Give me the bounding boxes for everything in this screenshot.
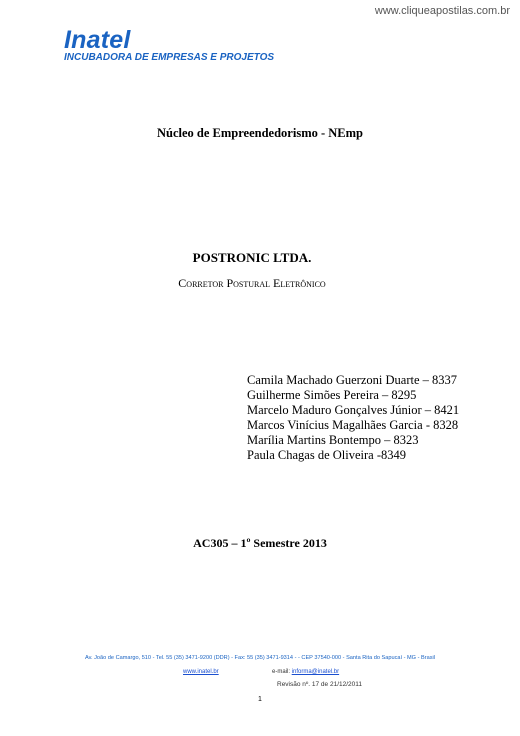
course-semester: AC305 – 1º Semestre 2013 [193, 536, 327, 550]
email-line [272, 669, 339, 675]
list-item: Marcelo Maduro Gonçalves Júnior – 8421 [247, 403, 460, 417]
list-item: Marília Martins Bontempo – 8323 [247, 433, 419, 447]
company-name: POSTRONIC LTDA. [192, 250, 312, 265]
website-link[interactable]: www.inatel.br [183, 669, 219, 675]
page-number: 1 [258, 696, 262, 703]
list-item: Guilherme Simões Pereira – 8295 [247, 388, 417, 402]
email-label: e-mail: [272, 669, 292, 675]
list-item: Paula Chagas de Oliveira -8349 [247, 448, 406, 462]
logo-name: Inatel [64, 26, 131, 54]
footer-address: Av. João de Camargo, 510 - Tel. 55 (35) 3471-9200 (DDR) - Fax: 55 (35) 3471-9314 - - CEP 37540-000 - Santa Rita do Sapucaí - MG - Brasil [85, 655, 435, 661]
email-link[interactable]: informa@inatel.br [291, 669, 340, 675]
document-heading: Núcleo de Empreendedorismo - NEmp [156, 126, 363, 140]
list-item: Camila Machado Guerzoni Duarte – 8337 [247, 373, 458, 387]
revision-note: Revisão nº. 17 de 21/12/2011 [277, 681, 363, 688]
project-subtitle: Corretor Postural Eletrônico [178, 276, 326, 290]
watermark-url: www.cliqueapostilas.com.br [374, 5, 510, 17]
members-list [247, 373, 459, 463]
list-item: Marcos Vinícius Magalhães Garcia - 8328 [247, 418, 459, 432]
logo-subtitle: INCUBADORA DE EMPRESAS E PROJETOS [64, 52, 275, 63]
inatel-logo [64, 28, 274, 64]
